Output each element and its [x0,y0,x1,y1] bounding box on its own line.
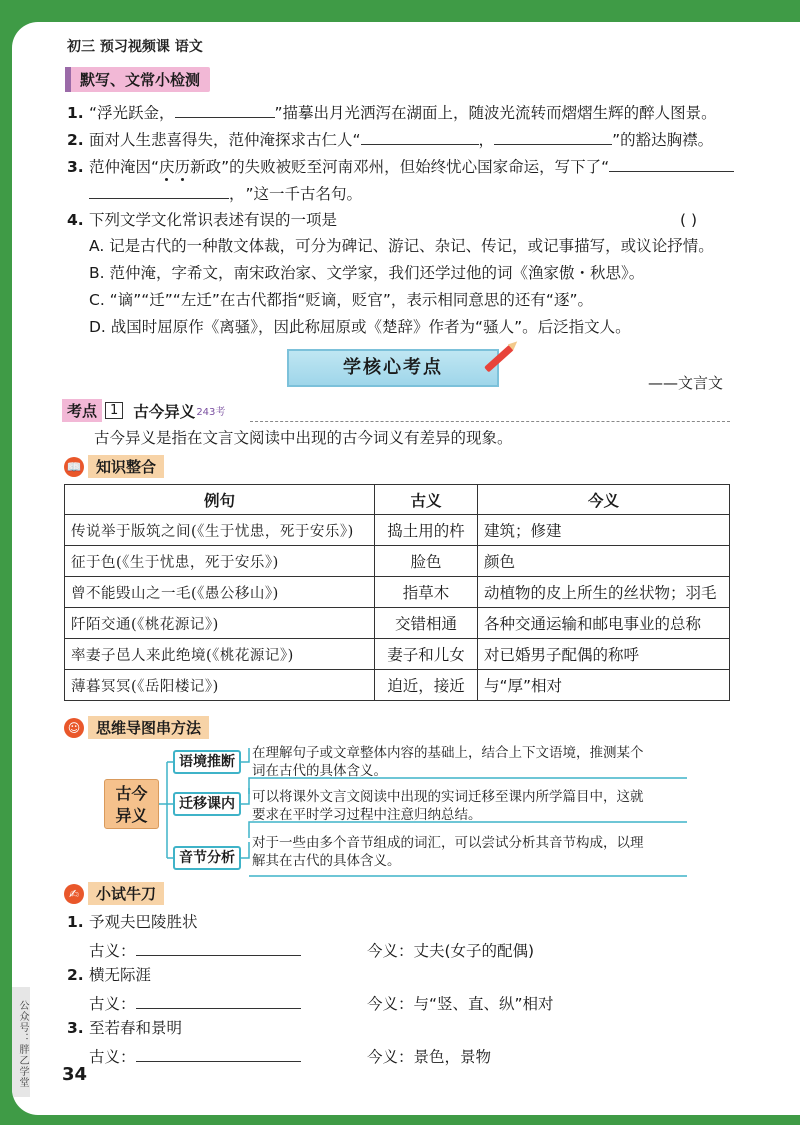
hand-icon: ✍ [64,884,84,904]
column-header: 今义 [478,485,730,515]
table-row [65,608,730,639]
question-text: ”这一千古名句。 [245,185,363,203]
banner-subtitle: ——文言文 [648,374,724,392]
book-icon: 📖 [64,457,84,477]
table-cell: 率妻子邑人来此绝境(《桃花源记》) [65,639,375,670]
answer-blank[interactable] [136,993,301,1009]
table-cell: 颜色 [478,546,730,577]
emphasis-char: 庆 [159,158,175,176]
section-mindmap [64,716,209,739]
table-row [65,670,730,701]
question-3-line2 [67,183,362,204]
question-1 [67,102,717,123]
section-label: 小试牛刀 [88,882,164,905]
mindmap-desc: 对于一些由多个音节组成的词汇，可以尝试分析其音节构成，以理 [252,835,644,851]
knowledge-table [64,484,730,701]
mindmap-node-transfer: 迁移课内 [173,792,241,816]
answer-parenthesis[interactable]: ( ) [680,211,698,229]
table-row [65,577,730,608]
question-number: 4. [67,211,84,229]
option-a[interactable]: A. 记是古代的一种散文体裁，可分为碑记、游记、杂记、传记，或记事描写，或议论抒情。 [89,237,714,255]
question-text: ， [478,131,495,149]
question-text: 范仲淹因“ [89,158,160,176]
answer-old-meaning [89,1045,301,1067]
question-number: 1. [67,913,84,931]
kaodian-tag: 考点 [62,399,102,422]
table-row [65,546,730,577]
question-text: ， [229,185,245,203]
answer-old-meaning [89,992,301,1014]
question-number: 2. [67,966,84,984]
mindmap-node-syllable: 音节分析 [173,846,241,870]
practice-item-1 [67,912,198,932]
answer-old-meaning [89,939,301,961]
question-text: 下列文学文化常识表述有误的一项是 [89,211,338,229]
sidebar-watermark: 公众号：胖乙学堂 [12,987,30,1097]
question-text: 至若春和景明 [89,1019,183,1037]
answer-blank[interactable] [136,1046,301,1062]
practice-item-3 [67,1018,182,1038]
answer-new-meaning: 今义：丈夫(女子的配偶) [367,942,535,960]
table-header-row [65,485,730,515]
question-text: “浮光跃金， [89,104,175,122]
answer-blank[interactable] [136,940,301,956]
table-cell: 传说举于版筑之间(《生于忧患，死于安乐》) [65,515,375,546]
question-number: 2. [67,131,84,149]
root-line: 异义 [115,806,148,825]
root-line: 古今 [115,784,148,803]
option-c[interactable]: C. “谪”“迁”“左迁”在古代都指“贬谪，贬官”，表示相同意思的还有“逐”。 [89,291,593,309]
table-cell: 对已婚男子配偶的称呼 [478,639,730,670]
question-text: ”的豁达胸襟。 [612,131,714,149]
table-cell: 各种交通运输和邮电事业的总称 [478,608,730,639]
answer-blank[interactable] [89,183,229,199]
question-text: 横无际涯 [89,966,152,984]
page [12,22,800,1115]
answer-blank[interactable] [175,102,275,118]
column-header: 例句 [65,485,375,515]
answer-blank[interactable] [361,129,479,145]
mindmap-root [104,779,159,829]
kaodian-description: 古今异义是指在文言文阅读中出现的古今词义有差异的现象。 [94,429,513,447]
mindmap-node-context: 语境推断 [173,750,241,774]
column-header: 古义 [375,485,478,515]
table-cell: 阡陌交通(《桃花源记》) [65,608,375,639]
question-number: 3. [67,158,84,176]
table-cell: 脸色 [375,546,478,577]
question-3 [67,156,734,177]
table-cell: 捣土用的杵 [375,515,478,546]
question-text: 新政”的失败被贬至河南邓州，但始终忧心国家命运，写下了“ [190,158,610,176]
kaodian-frequency: 243考 [196,407,226,418]
section-tag-dictation: 默写、文常小检测 [70,67,210,92]
option-d[interactable]: D. 战国时屈原作《离骚》，因此称屈原或《楚辞》作者为“骚人”。后泛指文人。 [89,318,631,336]
mindmap-desc: 词在古代的具体含义。 [252,763,387,779]
answer-blank[interactable] [494,129,612,145]
question-text: 予观夫巴陵胜状 [89,913,198,931]
section-label: 知识整合 [88,455,164,478]
section-practice [64,882,164,905]
table-cell: 与“厚”相对 [478,670,730,701]
mindmap-desc: 要求在平时学习过程中注意归纳总结。 [252,807,482,823]
practice-item-2 [67,965,151,985]
kaodian-header [62,399,225,422]
table-cell: 薄暮冥冥(《岳阳楼记》) [65,670,375,701]
question-2 [67,129,713,150]
question-text: ”描摹出月光洒泻在湖面上，随波光流转而熠熠生辉的醉人图景。 [274,104,717,122]
table-row [65,515,730,546]
option-b[interactable]: B. 范仲淹，字希文，南宋政治家、文学家，我们还学过他的词《渔家傲・秋思》。 [89,264,645,282]
mindmap-desc: 可以将课外文言文阅读中出现的实词迁移至课内所学篇目中，这就 [252,789,644,805]
kaodian-title: 古今异义 [133,402,196,421]
table-cell: 动植物的皮上所生的丝状物；羽毛 [478,577,730,608]
answer-label: 古义： [89,995,136,1013]
table-cell: 征于色(《生于忧患，死于安乐》) [65,546,375,577]
table-cell: 指草木 [375,577,478,608]
page-number: 34 [62,1064,88,1085]
table-cell: 建筑；修建 [478,515,730,546]
table-cell: 交错相通 [375,608,478,639]
question-number: 1. [67,104,84,122]
kaodian-number: 1 [105,402,123,419]
mindmap-desc: 解其在古代的具体含义。 [252,853,401,869]
person-icon: ☺ [64,718,84,738]
answer-new-meaning: 今义：景色，景物 [367,1048,492,1066]
table-cell: 迫近，接近 [375,670,478,701]
page-header: 初三 预习视频课 语文 [67,39,203,55]
question-text: 面对人生悲喜得失，范仲淹探求古仁人“ [89,131,361,149]
answer-new-meaning: 今义：与“竖、直、纵”相对 [367,995,554,1013]
table-cell: 曾不能毁山之一毛(《愚公移山》) [65,577,375,608]
question-4 [67,210,337,230]
mindmap-desc: 在理解句子或文章整体内容的基础上，结合上下文语境，推测某个 [252,745,644,761]
table-row [65,639,730,670]
answer-label: 古义： [89,1048,136,1066]
divider [250,421,730,422]
section-label: 思维导图串方法 [88,716,209,739]
answer-label: 古义： [89,942,136,960]
table-cell: 妻子和儿女 [375,639,478,670]
question-number: 3. [67,1019,84,1037]
answer-blank[interactable] [609,156,734,172]
emphasis-char: 历 [174,158,191,176]
section-banner: 学核心考点 [287,349,499,387]
section-knowledge [64,455,164,478]
